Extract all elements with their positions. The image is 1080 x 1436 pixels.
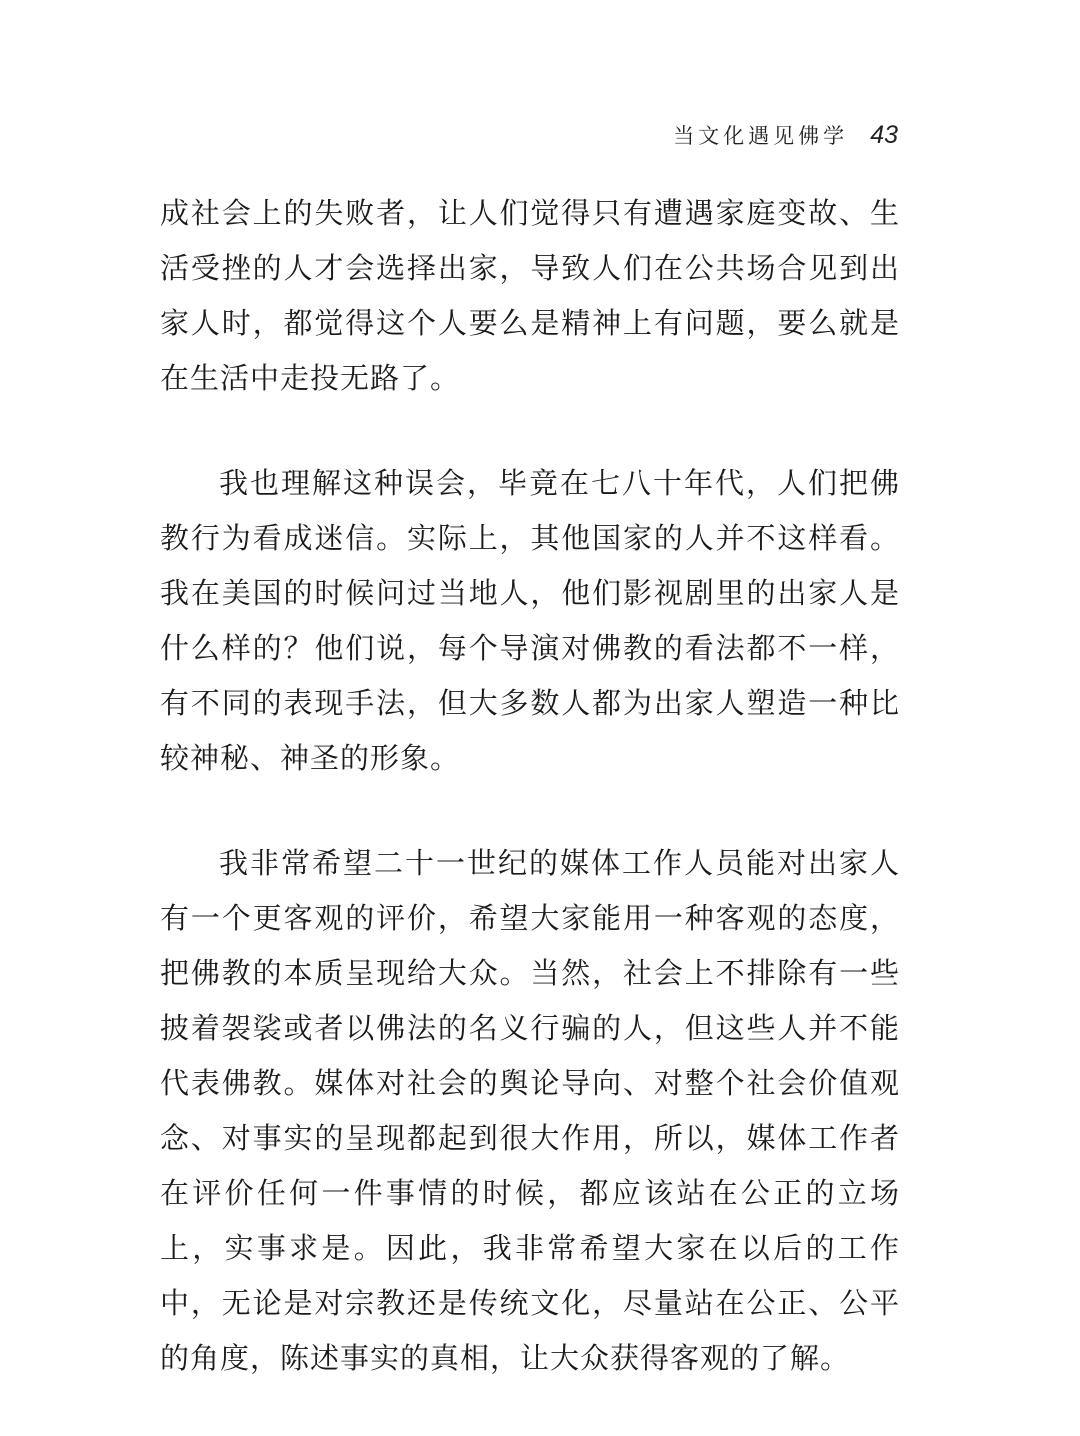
paragraph: 我也理解这种误会，毕竟在七八十年代，人们把佛教行为看成迷信。实际上，其他国家的人并不这样看。我在美国的时候问过当地人，他们影视剧里的出家人是什么样的？他们说，每个导演对佛教的看法都不一样，有不同的表现手法，但大多数人都为出家人塑造一种比较神秘、神圣的形象。 [160,466,900,775]
paragraph: 我非常希望二十一世纪的媒体工作人员能对出家人有一个更客观的评价，希望大家能用一种客观的态度，把佛教的本质呈现给大众。当然，社会上不排除有一些披着袈裟或者以佛法的名义行骗的人，但这些人并不能代表佛教。媒体对社会的舆论导向、对整个社会价值观念、对事实的呈现都起到很大作用，所以，媒体工作者在评价任何一件事情的时候，都应该站在公正的立场上，实事求是。因此，我非常希望大家在以后的工作中，无论是对宗教还是传统文化，尽量站在公正、公平的角度，陈述事实的真相，让大众获得客观的了解。 [160,846,900,1375]
page-number: 43 [870,121,898,149]
running-header [673,120,898,150]
body-text [160,186,900,1436]
paragraph-continued: 成社会上的失败者，让人们觉得只有遭遇家庭变故、生活受挫的人才会选择出家，导致人们在公共场合见到出家人时，都觉得这个人要么是精神上有问题，要么就是在生活中走投无路了。 [160,196,900,395]
running-header-title: 当文化遇见佛学 [673,124,849,148]
